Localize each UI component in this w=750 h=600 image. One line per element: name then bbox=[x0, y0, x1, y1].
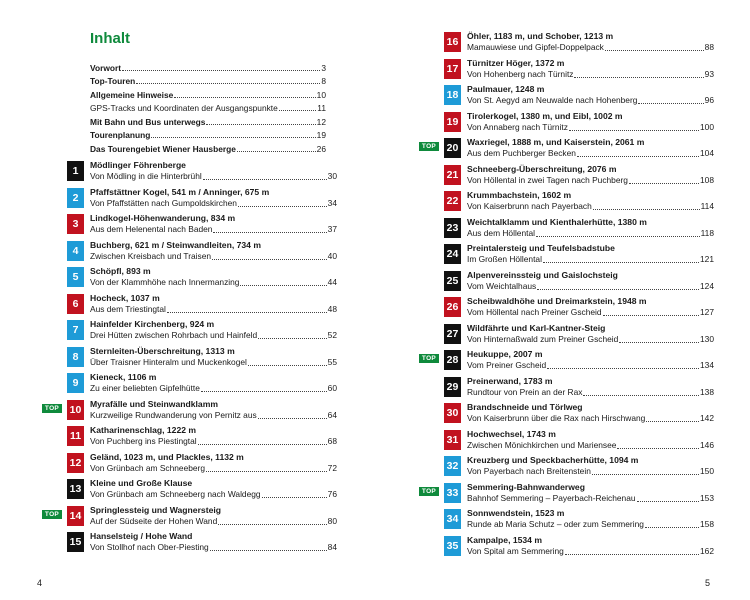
tour-number-badge: 19 bbox=[444, 112, 461, 132]
tour-subtitle: Zwischen Mönichkirchen und Mariensee bbox=[467, 439, 617, 450]
tour-subtitle: Runde ab Maria Schutz – oder zum Semmering bbox=[467, 519, 644, 529]
dot-leader bbox=[592, 473, 699, 475]
tour-number-badge: 18 bbox=[444, 85, 461, 105]
tour-page: 44 bbox=[327, 277, 337, 287]
top-tour-badge: TOP bbox=[419, 354, 439, 363]
dot-leader bbox=[646, 420, 699, 422]
tour-title: Hanselsteig / Hohe Wand bbox=[90, 531, 193, 541]
toc-entry[interactable] bbox=[90, 59, 326, 73]
dot-leader bbox=[258, 417, 327, 419]
tour-subtitle-line bbox=[467, 281, 714, 292]
tour-entry[interactable] bbox=[67, 425, 337, 452]
toc-entry-page: 3 bbox=[321, 62, 326, 73]
toc-entry-title: Allgemeine Hinweise bbox=[90, 89, 174, 100]
tour-number-badge: 1 bbox=[67, 161, 84, 181]
tour-subtitle-line bbox=[90, 171, 337, 182]
tour-page: 121 bbox=[700, 254, 714, 264]
tour-entry[interactable] bbox=[444, 31, 714, 58]
tour-page: 127 bbox=[700, 307, 714, 317]
tour-subtitle-line bbox=[467, 175, 714, 186]
dot-leader bbox=[605, 49, 704, 51]
dot-leader bbox=[136, 82, 320, 84]
tour-number-badge: 20 bbox=[444, 138, 461, 158]
tour-entry[interactable] bbox=[444, 190, 714, 217]
tour-subtitle: Drei Hütten zwischen Rohrbach und Hainfeld bbox=[90, 330, 258, 340]
tour-number-badge: 17 bbox=[444, 59, 461, 79]
tour-number-badge: 33 bbox=[444, 483, 461, 503]
toc-entry-title: GPS-Tracks und Koordinaten der Ausgangspunkte bbox=[90, 103, 278, 113]
tour-page: 153 bbox=[700, 492, 714, 503]
toc-entry-page: 10 bbox=[316, 89, 326, 100]
dot-leader bbox=[206, 123, 315, 125]
tour-page: 142 bbox=[700, 413, 714, 423]
dot-leader bbox=[213, 231, 326, 233]
tour-subtitle: Vom Höllental nach Preiner Gscheid bbox=[467, 307, 602, 317]
dot-leader bbox=[543, 261, 699, 263]
tour-subtitle-line bbox=[90, 277, 337, 288]
tour-subtitle-line bbox=[467, 201, 714, 212]
tour-title: Brandschneide und Törlweg bbox=[467, 402, 583, 412]
tour-subtitle: Von Stollhof nach Ober-Piesting bbox=[90, 542, 209, 552]
tour-page: 64 bbox=[327, 409, 337, 420]
dot-leader bbox=[237, 150, 316, 152]
tour-number-badge: 3 bbox=[67, 214, 84, 234]
tour-page: 30 bbox=[327, 171, 337, 181]
tour-list-right bbox=[421, 31, 714, 561]
tour-page: 48 bbox=[327, 303, 337, 314]
tour-entry[interactable] bbox=[67, 478, 337, 505]
tour-number-badge: 12 bbox=[67, 453, 84, 473]
tour-entry[interactable] bbox=[67, 531, 337, 558]
dot-leader bbox=[258, 337, 327, 339]
tour-subtitle: Kurzweilige Rundwanderung von Pernitz aus bbox=[90, 409, 257, 420]
tour-subtitle-line bbox=[467, 440, 714, 451]
dot-leader bbox=[167, 311, 327, 313]
tour-title: Mödlinger Föhrenberge bbox=[90, 160, 186, 170]
tour-page: 134 bbox=[700, 360, 714, 370]
dot-leader bbox=[536, 235, 700, 237]
tour-subtitle-line bbox=[467, 413, 714, 424]
toc-entry[interactable] bbox=[90, 100, 326, 114]
tour-subtitle-line bbox=[90, 463, 337, 474]
tour-subtitle-line bbox=[90, 304, 337, 315]
tour-number-badge: 31 bbox=[444, 430, 461, 450]
dot-leader bbox=[629, 182, 699, 184]
dot-leader bbox=[593, 208, 700, 210]
tour-subtitle-line bbox=[90, 516, 337, 527]
toc-entry[interactable] bbox=[90, 73, 326, 87]
tour-entry[interactable] bbox=[67, 240, 337, 267]
toc-entry[interactable] bbox=[90, 127, 326, 141]
tour-entry[interactable] bbox=[444, 455, 714, 482]
tour-subtitle: Von Puchberg ins Piestingtal bbox=[90, 436, 197, 446]
tour-title: Alpenvereinssteig und Gaislochsteig bbox=[467, 269, 618, 280]
tour-title: Hocheck, 1037 m bbox=[90, 292, 160, 303]
dot-leader bbox=[574, 76, 703, 78]
toc-entry-title: Tourenplanung bbox=[90, 130, 151, 140]
tour-title: Kleine und Große Klause bbox=[90, 478, 193, 488]
tour-number-badge: 34 bbox=[444, 509, 461, 529]
tour-subtitle-line bbox=[467, 254, 714, 265]
tour-subtitle-line bbox=[467, 69, 714, 80]
tour-page: 100 bbox=[700, 121, 714, 132]
tour-subtitle-line bbox=[90, 489, 337, 500]
tour-page: 93 bbox=[704, 68, 714, 79]
tour-title: Waxriegel, 1888 m, und Kaiserstein, 2061 m bbox=[467, 137, 645, 147]
dot-leader bbox=[201, 390, 327, 392]
tour-subtitle: Mamauwiese und Gipfel-Doppelpack bbox=[467, 42, 604, 52]
tour-subtitle: Aus dem Höllental bbox=[467, 227, 535, 238]
tour-subtitle-line bbox=[467, 307, 714, 318]
dot-leader bbox=[218, 523, 326, 525]
tour-number-badge: 26 bbox=[444, 297, 461, 317]
tour-title: Buchberg, 621 m / Steinwandleiten, 734 m bbox=[90, 239, 261, 250]
tour-subtitle-line bbox=[90, 410, 337, 421]
tour-title: Scheibwaldhöhe und Dreimarkstein, 1948 m bbox=[467, 296, 647, 306]
tour-subtitle-line bbox=[90, 357, 337, 368]
tour-number-badge: 9 bbox=[67, 373, 84, 393]
top-tour-badge: TOP bbox=[419, 142, 439, 151]
tour-page: 158 bbox=[700, 519, 714, 529]
dot-leader bbox=[262, 496, 327, 498]
tour-page: 84 bbox=[327, 542, 337, 552]
tour-title: Hainfelder Kirchenberg, 924 m bbox=[90, 319, 215, 329]
tour-subtitle: Von Höllental in zwei Tagen nach Puchberg bbox=[467, 174, 628, 185]
tour-number-badge: 28 bbox=[444, 350, 461, 370]
tour-subtitle-line bbox=[90, 436, 337, 447]
tour-number-badge: 35 bbox=[444, 536, 461, 556]
tour-page: 104 bbox=[700, 148, 714, 158]
tour-entry[interactable] bbox=[67, 160, 337, 187]
tour-subtitle: Von Mödling in die Hinterbrühl bbox=[90, 171, 202, 181]
tour-subtitle-line bbox=[467, 519, 714, 530]
tour-subtitle-line bbox=[467, 122, 714, 133]
tour-entry[interactable] bbox=[421, 137, 714, 164]
tour-title: Schöpfl, 893 m bbox=[90, 266, 151, 276]
tour-title: Heukuppe, 2007 m bbox=[467, 349, 543, 359]
dot-leader bbox=[617, 447, 699, 449]
tour-page: 130 bbox=[700, 333, 714, 344]
tour-title: Wildfährte und Karl-Kantner-Steig bbox=[467, 322, 606, 333]
tour-title: Tirolerkogel, 1380 m, und Eibl, 1002 m bbox=[467, 110, 623, 121]
tour-entry[interactable] bbox=[67, 452, 337, 479]
tour-subtitle: Von Hohenberg nach Türnitz bbox=[467, 68, 574, 79]
toc-entry-title: Top-Touren bbox=[90, 76, 136, 86]
tour-number-badge: 14 bbox=[67, 506, 84, 526]
tour-subtitle-line bbox=[467, 148, 714, 159]
page-number-right: 5 bbox=[704, 578, 710, 588]
tour-title: Krummbachstein, 1602 m bbox=[467, 190, 572, 200]
tour-entry[interactable] bbox=[444, 164, 714, 191]
tour-entry[interactable] bbox=[444, 508, 714, 535]
tour-subtitle-line bbox=[467, 493, 714, 504]
tour-title: Paulmauer, 1248 m bbox=[467, 84, 545, 94]
tour-subtitle: Auf der Südseite der Hohen Wand bbox=[90, 515, 218, 526]
tour-number-badge: 27 bbox=[444, 324, 461, 344]
tour-subtitle: Von Annaberg nach Türnitz bbox=[467, 121, 568, 132]
tour-entry[interactable] bbox=[444, 535, 714, 562]
tour-subtitle-line bbox=[467, 546, 714, 557]
tour-title: Öhler, 1183 m, und Schober, 1213 m bbox=[467, 31, 614, 41]
toc-entry-title: Vorwort bbox=[90, 62, 122, 73]
tour-entry[interactable] bbox=[444, 270, 714, 297]
tour-subtitle: Von St. Aegyd am Neuwalde nach Hohenberg bbox=[467, 95, 638, 105]
tour-title: Lindkogel-Höhenwanderung, 834 m bbox=[90, 213, 236, 223]
tour-page: 138 bbox=[700, 386, 714, 397]
tour-subtitle: Aus dem Puchberger Becken bbox=[467, 148, 576, 158]
tour-page: 37 bbox=[327, 224, 337, 234]
tour-entry[interactable] bbox=[67, 266, 337, 293]
tour-entry[interactable] bbox=[67, 187, 337, 214]
tour-page: 40 bbox=[327, 250, 337, 261]
tour-entry[interactable] bbox=[44, 398, 337, 426]
dot-leader bbox=[203, 178, 327, 180]
tour-subtitle-line bbox=[90, 330, 337, 341]
top-tour-badge: TOP bbox=[42, 404, 62, 413]
dot-leader bbox=[619, 341, 699, 343]
tour-number-badge: 2 bbox=[67, 188, 84, 208]
dot-leader bbox=[238, 205, 327, 207]
tour-entry[interactable] bbox=[444, 376, 714, 403]
tour-entry[interactable] bbox=[44, 504, 337, 532]
tour-page: 162 bbox=[700, 545, 714, 556]
tour-subtitle: Rundtour von Prein an der Rax bbox=[467, 386, 583, 397]
dot-leader bbox=[279, 109, 317, 111]
tour-entry[interactable] bbox=[67, 293, 337, 320]
top-tour-badge: TOP bbox=[42, 510, 62, 519]
top-tour-badge: TOP bbox=[419, 487, 439, 496]
dot-leader bbox=[198, 443, 327, 445]
tour-subtitle-line bbox=[467, 334, 714, 345]
tour-number-badge: 21 bbox=[444, 165, 461, 185]
tour-entry[interactable] bbox=[444, 296, 714, 323]
tour-subtitle-line bbox=[90, 542, 337, 553]
tour-subtitle-line bbox=[467, 360, 714, 371]
tour-subtitle-line bbox=[90, 198, 337, 209]
dot-leader bbox=[248, 364, 327, 366]
dot-leader bbox=[547, 367, 699, 369]
tour-number-badge: 24 bbox=[444, 244, 461, 264]
tour-number-badge: 7 bbox=[67, 320, 84, 340]
toc-entry-title: Das Tourengebiet Wiener Hausberge bbox=[90, 143, 236, 154]
tour-subtitle: Von Payerbach nach Breitenstein bbox=[467, 466, 591, 476]
tour-subtitle: Aus dem Helenental nach Baden bbox=[90, 224, 213, 234]
dot-leader bbox=[603, 314, 699, 316]
toc-entry-page: 11 bbox=[317, 103, 326, 113]
tour-number-badge: 25 bbox=[444, 271, 461, 291]
tour-page: 96 bbox=[704, 95, 714, 105]
tour-page: 55 bbox=[327, 356, 337, 367]
tour-subtitle: Von Spital am Semmering bbox=[467, 545, 564, 556]
dot-leader bbox=[212, 258, 327, 260]
tour-subtitle-line bbox=[467, 95, 714, 106]
tour-number-badge: 29 bbox=[444, 377, 461, 397]
dot-leader bbox=[122, 69, 320, 71]
tour-subtitle: Im Großen Höllental bbox=[467, 254, 542, 264]
tour-entry[interactable] bbox=[67, 372, 337, 399]
dot-leader bbox=[577, 155, 699, 157]
tour-title: Kreuzberg und Speckbacherhütte, 1094 m bbox=[467, 455, 639, 465]
tour-page: 108 bbox=[700, 174, 714, 185]
toc-entry[interactable] bbox=[90, 86, 326, 100]
tour-subtitle: Über Traisner Hinteralm und Muckenkogel bbox=[90, 356, 247, 367]
toc-entry-title: Mit Bahn und Bus unterwegs bbox=[90, 116, 206, 127]
tour-title: Sternleiten-Überschreitung, 1313 m bbox=[90, 345, 235, 356]
tour-entry[interactable] bbox=[444, 84, 714, 111]
tour-number-badge: 5 bbox=[67, 267, 84, 287]
dot-leader bbox=[151, 136, 315, 138]
tour-page: 150 bbox=[700, 466, 714, 476]
tour-number-badge: 22 bbox=[444, 191, 461, 211]
tour-entry[interactable] bbox=[444, 243, 714, 270]
tour-subtitle: Vom Preiner Gscheid bbox=[467, 360, 547, 370]
dot-leader bbox=[638, 102, 703, 104]
toc-entry-page: 12 bbox=[316, 116, 326, 127]
tour-subtitle: Von der Klammhöhe nach Innermanzing bbox=[90, 277, 240, 287]
tour-title: Semmering-Bahnwanderweg bbox=[467, 481, 585, 492]
toc-entry[interactable] bbox=[90, 113, 326, 127]
tour-entry[interactable] bbox=[67, 346, 337, 373]
tour-title: Pfaffstättner Kogel, 541 m / Anninger, 675 m bbox=[90, 186, 270, 197]
page-number-left: 4 bbox=[37, 578, 43, 588]
tour-title: Kampalpe, 1534 m bbox=[467, 534, 542, 545]
tour-entry[interactable] bbox=[444, 323, 714, 350]
tour-entry[interactable] bbox=[444, 58, 714, 85]
tour-title: Geländ, 1023 m, und Plackles, 1132 m bbox=[90, 451, 244, 462]
tour-subtitle: Vom Weichtalhaus bbox=[467, 280, 537, 291]
tour-subtitle: Zwischen Kreisbach und Traisen bbox=[90, 250, 212, 261]
tour-entry[interactable] bbox=[444, 111, 714, 138]
tour-subtitle: Von Grünbach am Schneeberg bbox=[90, 462, 206, 473]
tour-subtitle: Von Kaiserbrunn nach Payerbach bbox=[467, 201, 592, 211]
tour-number-badge: 23 bbox=[444, 218, 461, 238]
tour-entry[interactable] bbox=[421, 349, 714, 376]
tour-title: Katharinenschlag, 1222 m bbox=[90, 425, 197, 435]
tour-number-badge: 15 bbox=[67, 532, 84, 552]
tour-title: Weichtalklamm und Kienthalerhütte, 1380 m bbox=[467, 216, 647, 227]
dot-leader bbox=[645, 526, 699, 528]
toc-entry-page: 8 bbox=[321, 76, 326, 86]
tour-subtitle: Von Pfaffstätten nach Gumpoldskirchen bbox=[90, 197, 237, 208]
tour-number-badge: 32 bbox=[444, 456, 461, 476]
tour-title: Hochwechsel, 1743 m bbox=[467, 428, 556, 439]
dot-leader bbox=[569, 129, 699, 131]
tour-title: Schneeberg-Überschreitung, 2076 m bbox=[467, 163, 617, 174]
tour-page: 80 bbox=[327, 515, 337, 526]
page-title: Inhalt bbox=[90, 30, 130, 47]
tour-title: Preintalersteig und Teufelsbadstube bbox=[467, 243, 615, 253]
tour-number-badge: 30 bbox=[444, 403, 461, 423]
tour-number-badge: 4 bbox=[67, 241, 84, 261]
tour-subtitle-line bbox=[467, 466, 714, 477]
tour-page: 72 bbox=[327, 462, 337, 473]
tour-entry[interactable] bbox=[444, 402, 714, 429]
toc-entry-page: 26 bbox=[316, 143, 326, 154]
tour-number-badge: 6 bbox=[67, 294, 84, 314]
tour-entry[interactable] bbox=[67, 319, 337, 346]
dot-leader bbox=[637, 500, 699, 502]
tour-subtitle: Von Kaiserbrunn über die Rax nach Hirschwang bbox=[467, 413, 646, 423]
dot-leader bbox=[174, 96, 315, 98]
tour-page: 124 bbox=[700, 280, 714, 291]
tour-subtitle-line bbox=[90, 224, 337, 235]
tour-title: Kieneck, 1106 m bbox=[90, 372, 157, 382]
tour-page: 114 bbox=[700, 201, 714, 211]
dot-leader bbox=[583, 394, 699, 396]
tour-title: Myrafälle und Steinwandklamm bbox=[90, 398, 218, 409]
tour-number-badge: 16 bbox=[444, 32, 461, 52]
tour-title: Preinerwand, 1783 m bbox=[467, 375, 553, 386]
tour-subtitle: Aus dem Triestingtal bbox=[90, 303, 166, 314]
tour-title: Türnitzer Höger, 1372 m bbox=[467, 57, 565, 68]
tour-subtitle-line bbox=[90, 383, 337, 394]
tour-subtitle: Zu einer beliebten Gipfelhütte bbox=[90, 383, 200, 393]
tour-subtitle: Von Grünbach am Schneeberg nach Waldegg bbox=[90, 489, 261, 499]
tour-page: 34 bbox=[327, 197, 337, 208]
tour-subtitle-line bbox=[467, 387, 714, 398]
tour-entry[interactable] bbox=[444, 429, 714, 456]
tour-page: 88 bbox=[704, 42, 714, 52]
dot-leader bbox=[537, 288, 699, 290]
dot-leader bbox=[565, 553, 699, 555]
tour-entry[interactable] bbox=[444, 217, 714, 244]
tour-subtitle: Bahnhof Semmering – Payerbach-Reichenau bbox=[467, 492, 636, 503]
tour-page: 76 bbox=[327, 489, 337, 499]
tour-list-left bbox=[44, 160, 337, 558]
tour-page: 52 bbox=[327, 330, 337, 340]
tour-number-badge: 8 bbox=[67, 347, 84, 367]
tour-title: Springlessteig und Wagnersteig bbox=[90, 504, 221, 515]
tour-number-badge: 13 bbox=[67, 479, 84, 499]
dot-leader bbox=[240, 284, 326, 286]
tour-page: 118 bbox=[700, 227, 714, 238]
tour-entry[interactable] bbox=[67, 213, 337, 240]
right-page bbox=[375, 0, 750, 600]
tour-page: 146 bbox=[700, 439, 714, 450]
toc-entry-page: 19 bbox=[316, 130, 326, 140]
tour-entry[interactable] bbox=[421, 481, 714, 509]
tour-page: 60 bbox=[327, 383, 337, 393]
tour-subtitle-line bbox=[467, 228, 714, 239]
tour-number-badge: 10 bbox=[67, 400, 84, 420]
tour-subtitle: Von Hinternaßwald zum Preiner Gscheid bbox=[467, 333, 619, 344]
dot-leader bbox=[210, 549, 327, 551]
tour-page: 68 bbox=[327, 436, 337, 446]
toc-entry[interactable] bbox=[90, 140, 326, 154]
tour-subtitle-line bbox=[90, 251, 337, 262]
dot-leader bbox=[206, 470, 327, 472]
tour-subtitle-line bbox=[467, 42, 714, 53]
intro-list bbox=[90, 59, 326, 154]
tour-title: Sonnwendstein, 1523 m bbox=[467, 508, 565, 518]
tour-number-badge: 11 bbox=[67, 426, 84, 446]
